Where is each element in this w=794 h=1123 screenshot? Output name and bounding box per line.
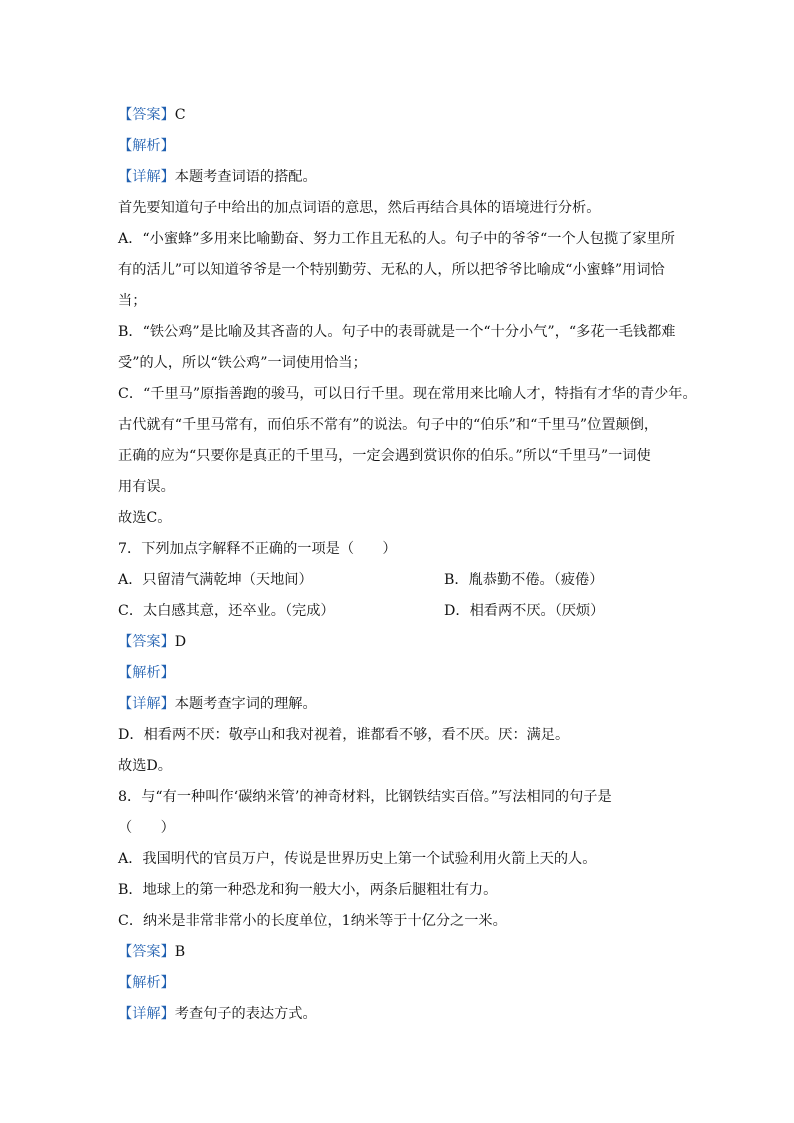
q7-detail-line xyxy=(118,689,678,720)
q7-explanation-d: D．相看两不厌：敬亭山和我对视着，谁都看不够，看不厌。厌：满足。 xyxy=(118,727,570,743)
q7-option-b: B．胤恭勤不倦。（疲倦） xyxy=(444,572,604,588)
q8-stem-line-1: 8．与“有一种叫作‘碳纳米管’的神奇材料，比钢铁结实百倍。”写法相同的句子是 xyxy=(118,789,612,805)
q6-answer-line xyxy=(118,100,678,131)
answer-value: C xyxy=(174,107,186,123)
q6-option-b-line-1: B．“铁公鸡”是比喻及其吝啬的人。句子中的表哥就是一个“十分小气”，“多花一毛钱都难 xyxy=(118,324,676,340)
document-page xyxy=(118,100,697,1030)
q7-option-d: D．相看两不厌。（厌烦） xyxy=(444,603,605,619)
answer-tag: 【答案】 xyxy=(118,944,175,960)
q7-stem: 7．下列加点字解释不正确的一项是（ ） xyxy=(118,541,397,557)
answer-value: D xyxy=(174,634,187,650)
q6-intro: 首先要知道句子中给出的加点词语的意思，然后再结合具体的语境进行分析。 xyxy=(118,200,601,216)
q8-stem-line-2: （ ） xyxy=(118,820,175,836)
q8-analysis-heading: 【解析】 xyxy=(118,975,175,991)
q8-answer-line xyxy=(118,937,678,968)
detail-tag: 【详解】 xyxy=(118,1006,175,1022)
q8-option-c: C．纳米是非常非常小的长度单位，1纳米等于十亿分之一米。 xyxy=(118,913,507,929)
q6-option-b-line-2: 受”的人，所以“铁公鸡”一词使用恰当； xyxy=(118,355,367,371)
q6-conclusion: 故选C。 xyxy=(118,510,172,526)
q6-option-c-line-1: C．“千里马”原指善跑的骏马，可以日行千里。现在常用来比喻人才，特指有才华的青少年。 xyxy=(118,386,697,402)
q6-option-a-line-1: A．“小蜜蜂”多用来比喻勤奋、努力工作且无私的人。句子中的爷爷“一个人包揽了家里所 xyxy=(118,231,675,247)
detail-tag: 【详解】 xyxy=(118,696,175,712)
q7-option-c: C．太白感其意，还卒业。（完成） xyxy=(118,603,335,619)
answer-value: B xyxy=(174,944,186,960)
q8-detail-line xyxy=(118,999,678,1030)
answer-tag: 【答案】 xyxy=(118,107,175,123)
q7-options-row-2 xyxy=(118,596,678,627)
q6-analysis-heading: 【解析】 xyxy=(118,138,175,154)
q8-option-b: B．地球上的第一种恐龙和狗一般大小，两条后腿粗壮有力。 xyxy=(118,882,498,898)
q6-option-c-line-3: 正确的应为“只要你是真正的千里马，一定会遇到赏识你的伯乐。”所以“千里马”一词使 xyxy=(118,448,651,464)
detail-text: 考查句子的表达方式。 xyxy=(174,1006,317,1022)
q7-options-row-1 xyxy=(118,565,678,596)
q7-answer-line xyxy=(118,627,678,658)
q7-conclusion: 故选D。 xyxy=(118,758,172,774)
q7-option-a: A．只留清气满乾坤（天地间） xyxy=(118,572,313,588)
q7-analysis-heading: 【解析】 xyxy=(118,665,175,681)
q6-detail-line xyxy=(118,162,678,193)
detail-text: 本题考查字词的理解。 xyxy=(174,696,317,712)
q6-option-c-line-2: 古代就有“千里马常有，而伯乐不常有”的说法。句子中的“伯乐”和“千里马”位置颠倒， xyxy=(118,417,659,433)
detail-tag: 【详解】 xyxy=(118,169,175,185)
q6-option-a-line-3: 当； xyxy=(118,293,147,309)
q6-option-a-line-2: 有的活儿”可以知道爷爷是一个特别勤劳、无私的人，所以把爷爷比喻成“小蜜蜂”用词恰 xyxy=(118,262,665,278)
q6-option-c-line-4: 用有误。 xyxy=(118,479,175,495)
detail-text: 本题考查词语的搭配。 xyxy=(174,169,317,185)
q8-option-a: A．我国明代的官员万户，传说是世界历史上第一个试验利用火箭上天的人。 xyxy=(118,851,597,867)
answer-tag: 【答案】 xyxy=(118,634,175,650)
